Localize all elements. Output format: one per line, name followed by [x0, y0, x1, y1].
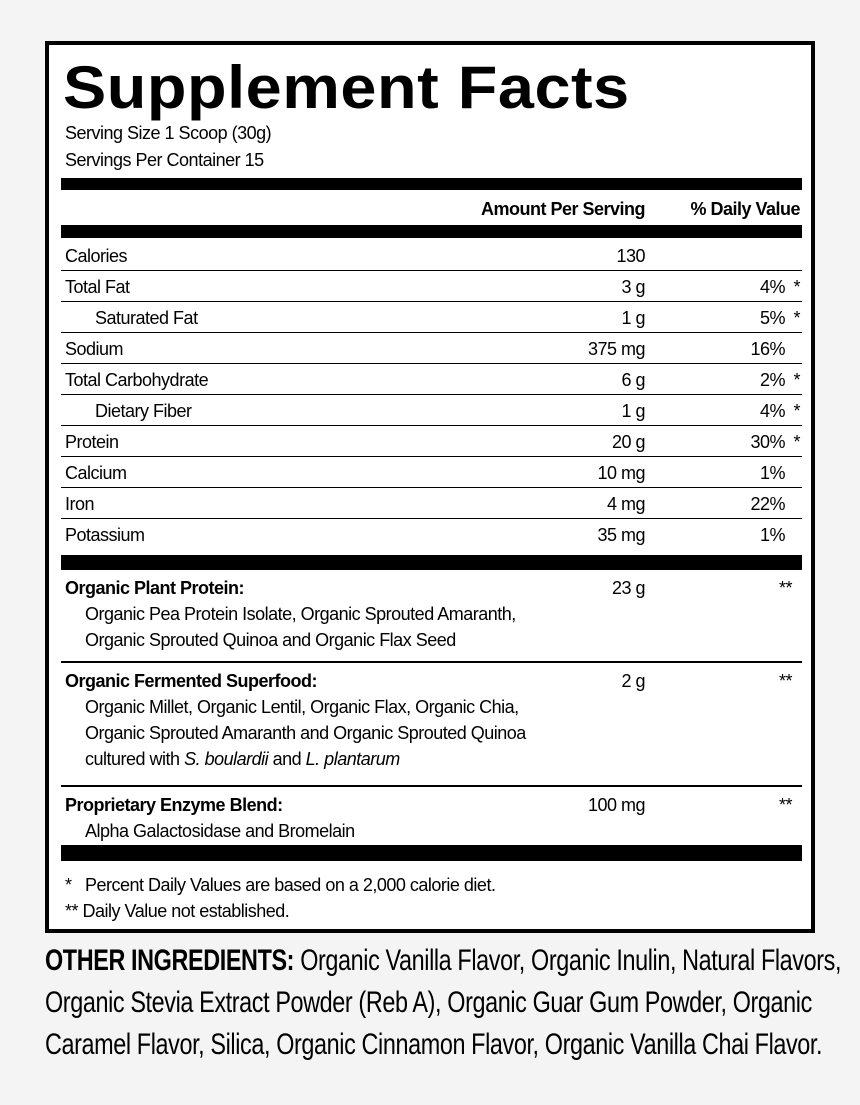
- nutrient-amount: 1 g: [621, 401, 645, 421]
- nutrient-amount: 20 g: [611, 432, 645, 452]
- nutrient-dv-footnote-mark: *: [793, 401, 800, 421]
- serving-size: Serving Size 1 Scoop (30g): [65, 123, 272, 143]
- blend-ingredients: Organic Sprouted Amaranth and Organic Sprouted Quinoa: [85, 723, 526, 743]
- blend-dv: **: [778, 795, 792, 815]
- footnote-not-established: ** Daily Value not established.: [65, 901, 290, 921]
- servings-per-container: Servings Per Container 15: [65, 150, 264, 170]
- blend-name: Proprietary Enzyme Blend:: [65, 795, 283, 815]
- nutrient-dv-footnote-mark: *: [793, 308, 800, 328]
- nutrient-dv: 22%: [750, 494, 785, 514]
- divider-thick: [61, 178, 802, 190]
- blend-ingredients: Organic Sprouted Quinoa and Organic Flax Seed: [85, 630, 456, 650]
- nutrient-name: Iron: [65, 494, 95, 514]
- organism-name: S. boulardii: [184, 749, 269, 769]
- nutrient-name: Saturated Fat: [95, 308, 198, 328]
- nutrient-table: [61, 240, 802, 549]
- blend-name: Organic Plant Protein:: [65, 578, 245, 598]
- nutrient-dv: 2%: [759, 370, 785, 390]
- nutrient-dv: 4%: [759, 401, 785, 421]
- nutrient-amount: 4 mg: [606, 494, 645, 514]
- nutrient-dv: 1%: [759, 463, 785, 483]
- nutrient-name: Dietary Fiber: [95, 401, 192, 421]
- nutrient-dv: 5%: [759, 308, 785, 328]
- nutrient-dv: 1%: [759, 525, 785, 545]
- nutrient-name: Calories: [65, 246, 128, 266]
- nutrient-name: Total Fat: [65, 277, 130, 297]
- supplement-facts-panel: [45, 41, 815, 933]
- nutrient-name: Sodium: [65, 339, 124, 359]
- nutrient-row: [61, 426, 802, 457]
- nutrient-amount: 6 g: [621, 370, 645, 390]
- blend-amount: 23 g: [611, 578, 645, 598]
- divider-thick: [61, 225, 802, 238]
- nutrient-row: [61, 364, 802, 395]
- text: Organic Vanilla Flavor, Organic Inulin, Natural Flavors,: [294, 944, 842, 977]
- nutrient-name: Total Carbohydrate: [65, 370, 209, 390]
- nutrient-amount: 375 mg: [587, 339, 645, 359]
- nutrient-amount: 130: [616, 246, 645, 266]
- blend-ingredients: Alpha Galactosidase and Bromelain: [85, 821, 355, 841]
- divider: [61, 785, 802, 787]
- blend-amount: 100 mg: [587, 795, 645, 815]
- nutrient-row: [61, 395, 802, 426]
- amount-header: Amount Per Serving: [480, 199, 645, 219]
- blend-ingredients: Organic Millet, Organic Lentil, Organic Flax, Organic Chia,: [85, 697, 519, 717]
- panel-title: Supplement Facts: [63, 54, 630, 121]
- blend-ingredients: Organic Pea Protein Isolate, Organic Sprouted Amaranth,: [85, 604, 516, 624]
- divider-thick: [61, 555, 802, 570]
- text: cultured with: [85, 749, 185, 769]
- nutrient-amount: 1 g: [621, 308, 645, 328]
- nutrient-dv: 16%: [750, 339, 785, 359]
- blend-dv: **: [778, 671, 792, 691]
- other-ingredients-line: Organic Stevia Extract Powder (Reb A), Organic Guar Gum Powder, Organic: [45, 986, 812, 1019]
- nutrient-row: [61, 333, 802, 364]
- nutrient-dv-footnote-mark: *: [793, 432, 800, 452]
- other-ingredients-line: Caramel Flavor, Silica, Organic Cinnamon Flavor, Organic Vanilla Chai Flavor.: [45, 1028, 823, 1061]
- nutrient-row: [61, 519, 802, 549]
- blend-amount: 2 g: [621, 671, 645, 691]
- divider: [61, 661, 802, 663]
- nutrient-row: [61, 271, 802, 302]
- dv-header: % Daily Value: [690, 199, 800, 219]
- nutrient-name: Calcium: [65, 463, 127, 483]
- nutrient-dv-footnote-mark: *: [793, 370, 800, 390]
- nutrient-name: Potassium: [65, 525, 145, 545]
- blend-ingredients-cultured: [85, 749, 400, 770]
- nutrient-dv: 30%: [750, 432, 785, 452]
- nutrient-dv: 4%: [759, 277, 785, 297]
- blend-dv: **: [778, 578, 792, 598]
- nutrient-amount: 3 g: [621, 277, 645, 297]
- blend-name: Organic Fermented Superfood:: [65, 671, 318, 691]
- footnote-dv: * Percent Daily Values are based on a 2,000 calorie diet.: [65, 875, 496, 895]
- nutrient-row: [61, 302, 802, 333]
- nutrient-row: [61, 240, 802, 271]
- other-ingredients-line: [45, 940, 842, 982]
- nutrient-amount: 10 mg: [597, 463, 645, 483]
- nutrient-name: Protein: [65, 432, 119, 452]
- column-header: [61, 195, 802, 225]
- other-ingredients: [45, 940, 842, 1066]
- nutrient-dv-footnote-mark: *: [793, 277, 800, 297]
- nutrient-amount: 35 mg: [597, 525, 645, 545]
- other-ingredients-label: OTHER INGREDIENTS:: [45, 944, 295, 977]
- nutrient-row: [61, 488, 802, 519]
- divider-thick: [61, 845, 802, 861]
- text: and: [268, 749, 306, 769]
- organism-name: L. plantarum: [305, 749, 400, 769]
- nutrient-row: [61, 457, 802, 488]
